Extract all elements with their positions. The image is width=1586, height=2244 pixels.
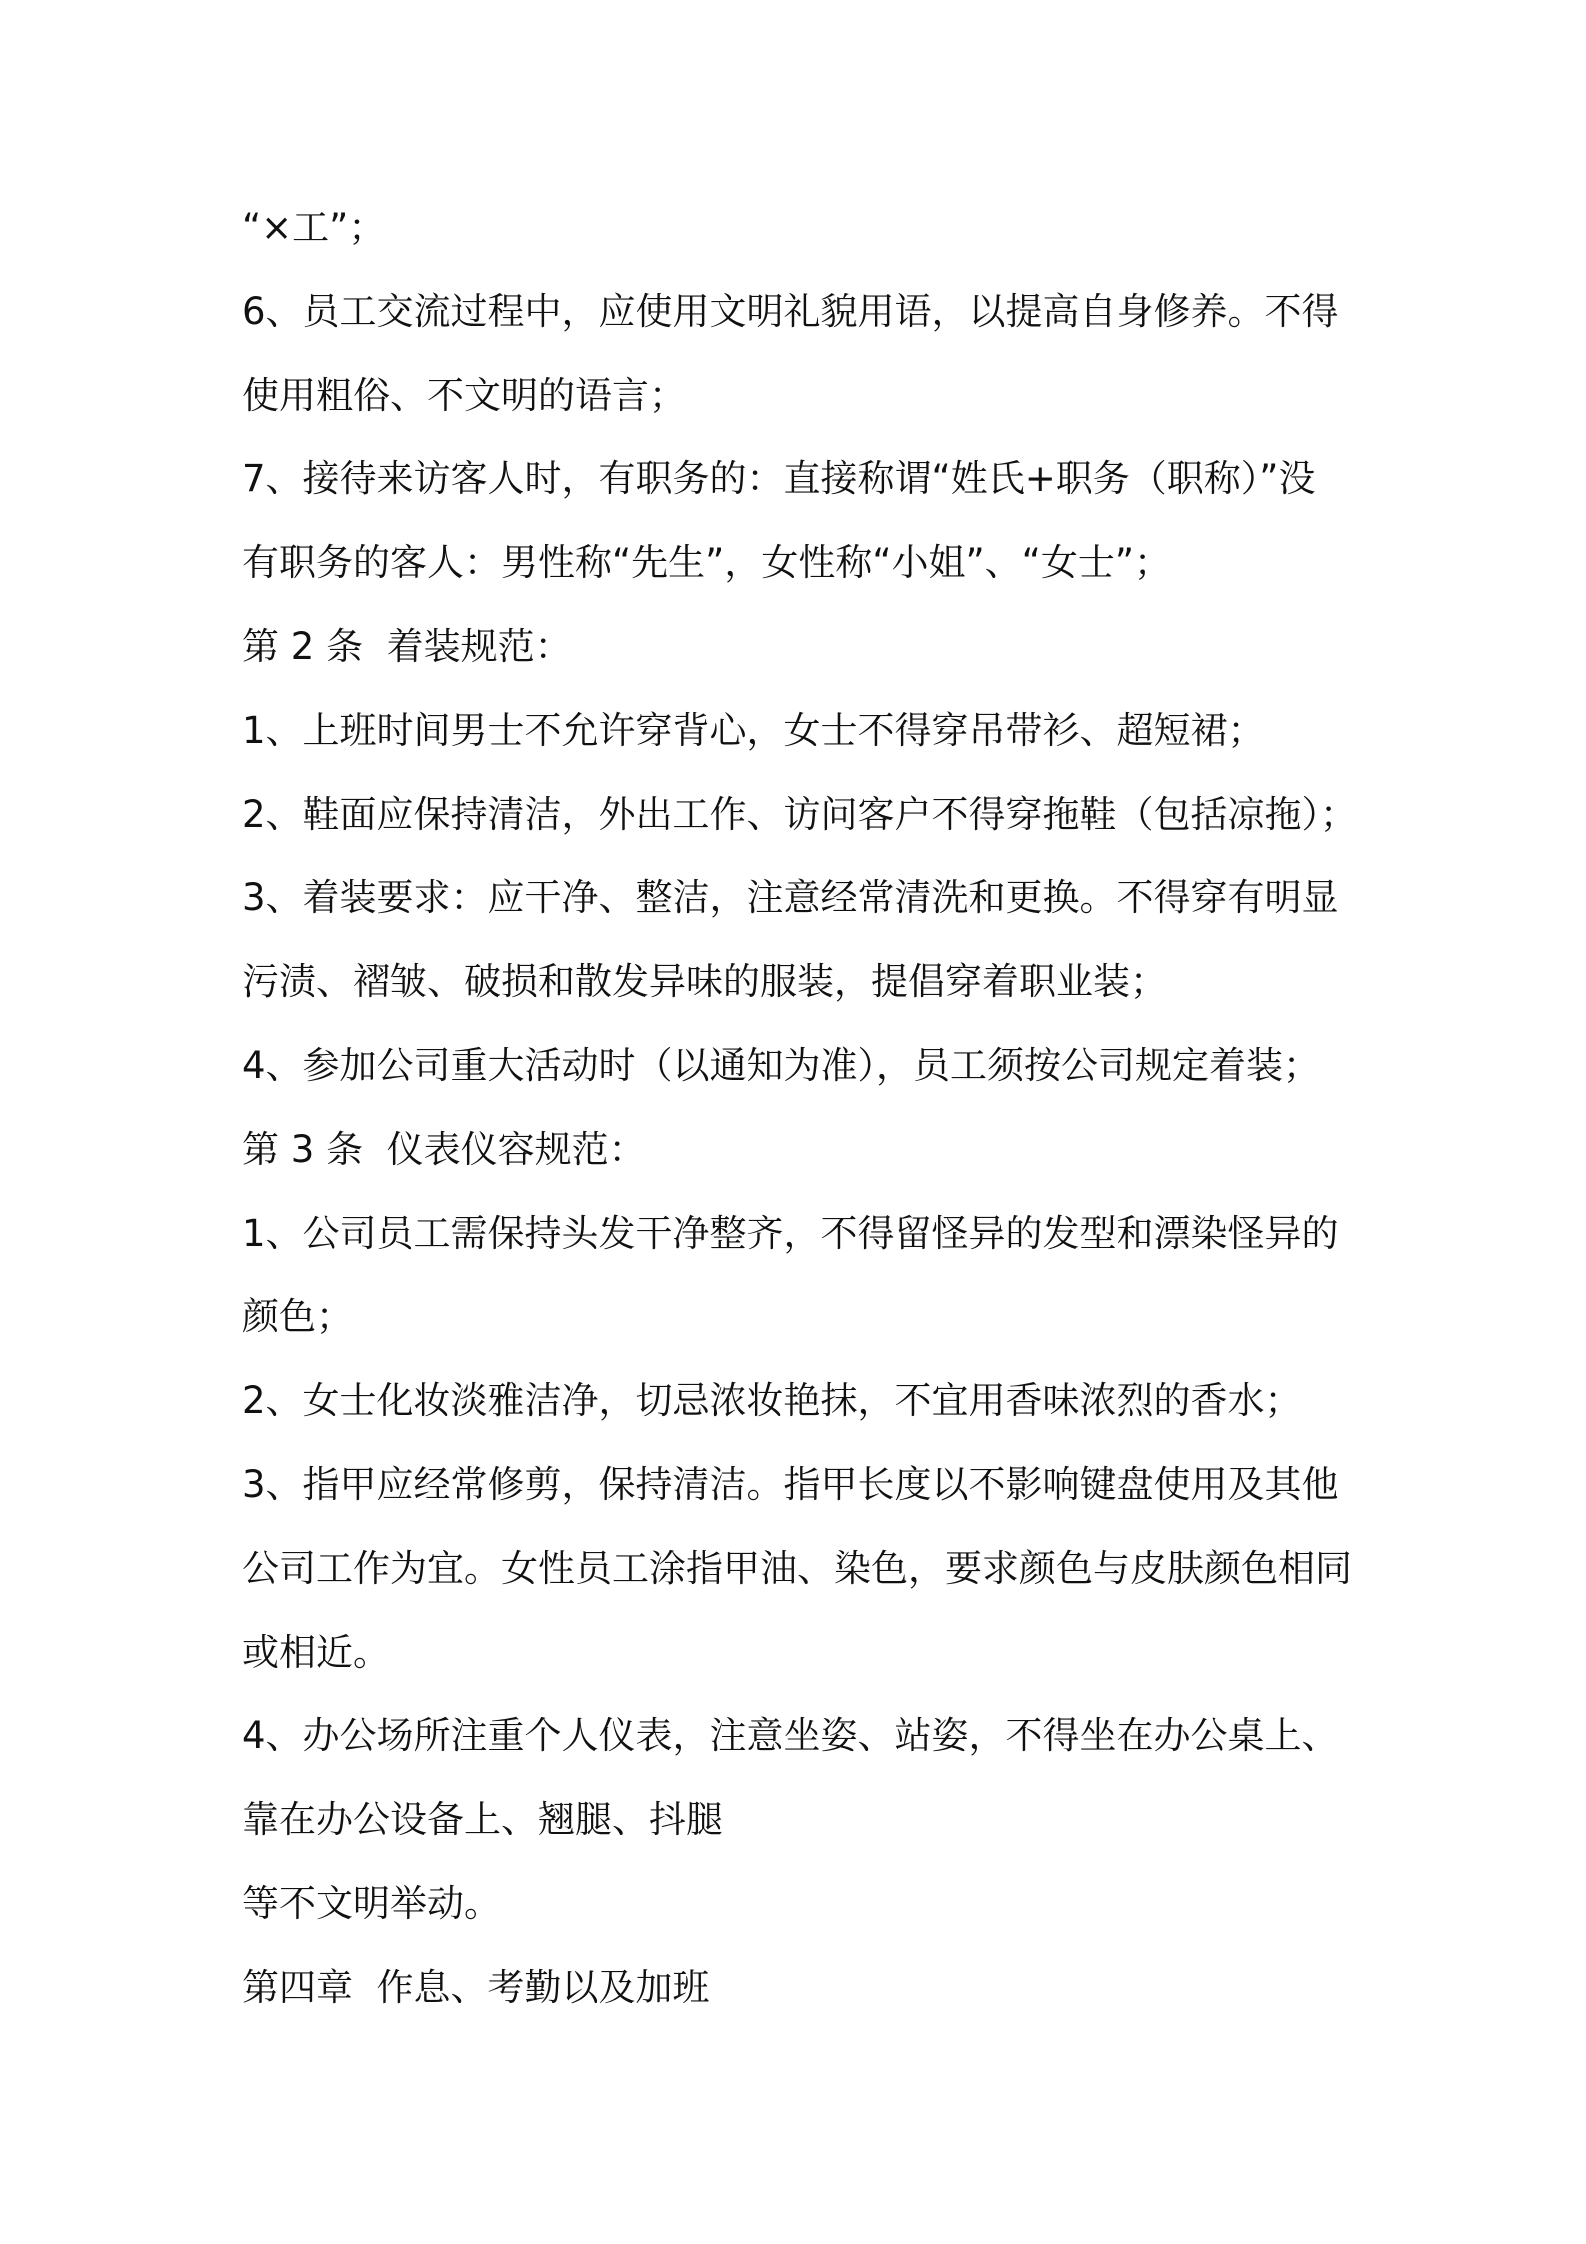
text-line: 1、上班时间男士不允许穿背心，女士不得穿吊带衫、超短裙； <box>242 708 1265 752</box>
text-line: 公司工作为宜。女性员工涂指甲油、染色，要求颜色与皮肤颜色相同 <box>242 1546 1352 1590</box>
text-line: 7、接待来访客人时，有职务的：直接称谓“姓氏+职务（职称）”没 <box>242 457 1316 501</box>
text-line: 2、鞋面应保持清洁，外出工作、访问客户不得穿拖鞋（包括凉拖）； <box>242 792 1358 836</box>
text-line: 4、办公场所注重个人仪表，注意坐姿、站姿，不得坐在办公桌上、 <box>242 1714 1339 1758</box>
text-line: 2、女士化妆淡雅洁净，切忌浓妆艳抹，不宜用香味浓烈的香水； <box>242 1379 1302 1423</box>
text-line: 4、参加公司重大活动时（以通知为准），员工须按公司规定着装； <box>242 1043 1321 1087</box>
text-line: 污渍、褶皱、破损和散发异味的服装，提倡穿着职业装； <box>242 960 1167 1004</box>
text-line: 使用粗俗、不文明的语言； <box>242 373 686 417</box>
chapter-heading: 第四章 作息、考勤以及加班 <box>242 1965 710 2009</box>
document-body <box>242 186 1442 2030</box>
text-line: 有职务的客人：男性称“先生”，女性称“小姐”、“女士”； <box>242 541 1172 585</box>
text-line: 3、指甲应经常修剪，保持清洁。指甲长度以不影响键盘使用及其他 <box>242 1462 1339 1506</box>
text-line: 1、公司员工需保持头发干净整齐，不得留怪异的发型和漂染怪异的 <box>242 1211 1339 1255</box>
section-heading-appearance: 第 3 条 仪表仪容规范： <box>242 1127 646 1171</box>
text-line: 颜色； <box>242 1295 353 1339</box>
section-heading-dress-code: 第 2 条 着装规范： <box>242 624 572 668</box>
text-line: 等不文明举动。 <box>242 1881 501 1925</box>
text-line: 或相近。 <box>242 1630 390 1674</box>
text-line: 6、员工交流过程中，应使用文明礼貌用语，以提高自身修养。不得 <box>242 289 1339 333</box>
text-line: 3、着装要求：应干净、整洁，注意经常清洗和更换。不得穿有明显 <box>242 876 1339 920</box>
text-line: “×工”； <box>242 206 386 249</box>
text-line: 靠在办公设备上、翘腿、抖腿 <box>242 1798 723 1842</box>
